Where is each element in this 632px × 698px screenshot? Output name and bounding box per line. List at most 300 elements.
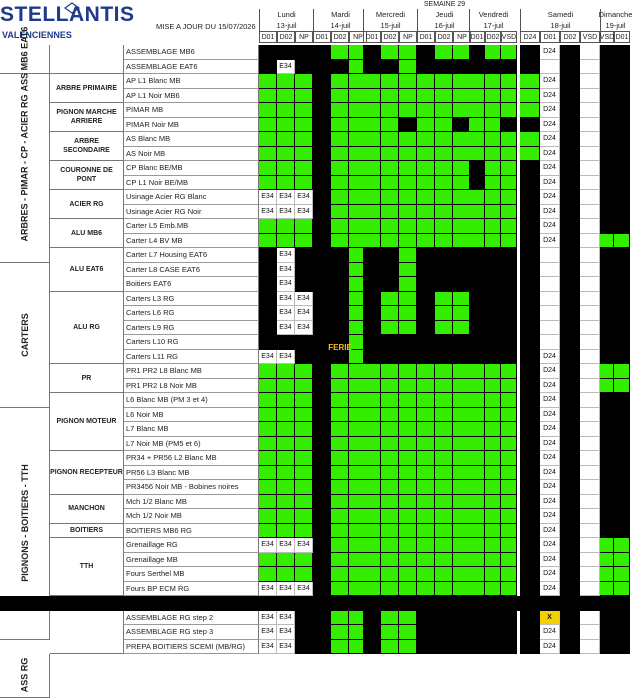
shift-cell[interactable]	[469, 422, 485, 437]
shift-cell[interactable]	[259, 306, 277, 321]
shift-cell[interactable]	[501, 335, 517, 350]
shift-cell[interactable]: E34	[277, 582, 295, 597]
shift-cell[interactable]	[520, 45, 540, 60]
shift-cell[interactable]	[417, 509, 435, 524]
shift-cell[interactable]	[331, 364, 349, 379]
shift-cell[interactable]	[313, 147, 331, 162]
shift-cell[interactable]	[399, 582, 417, 597]
shift-cell[interactable]	[469, 480, 485, 495]
shift-cell[interactable]	[485, 567, 501, 582]
shift-cell[interactable]	[259, 495, 277, 510]
shift-cell[interactable]	[295, 335, 313, 350]
shift-cell[interactable]	[277, 74, 295, 89]
shift-cell[interactable]	[295, 611, 313, 626]
shift-cell[interactable]	[399, 306, 417, 321]
shift-cell[interactable]	[600, 335, 614, 350]
shift-cell[interactable]	[259, 277, 277, 292]
shift-cell[interactable]	[520, 277, 540, 292]
shift-cell[interactable]: D24	[540, 509, 560, 524]
shift-cell[interactable]	[501, 234, 517, 249]
shift-cell[interactable]	[501, 466, 517, 481]
shift-cell[interactable]	[417, 103, 435, 118]
shift-cell[interactable]	[501, 538, 517, 553]
shift-cell[interactable]	[331, 219, 349, 234]
shift-cell[interactable]	[435, 205, 453, 220]
shift-cell[interactable]	[435, 451, 453, 466]
shift-cell[interactable]	[614, 306, 630, 321]
shift-cell[interactable]	[520, 103, 540, 118]
shift-cell[interactable]	[600, 567, 614, 582]
shift-cell[interactable]	[381, 277, 399, 292]
shift-cell[interactable]	[600, 60, 614, 75]
shift-cell[interactable]	[501, 60, 517, 75]
shift-cell[interactable]	[399, 60, 417, 75]
shift-cell[interactable]	[399, 176, 417, 191]
shift-cell[interactable]	[259, 393, 277, 408]
shift-cell[interactable]	[560, 234, 580, 249]
shift-cell[interactable]	[295, 74, 313, 89]
shift-cell[interactable]: E34	[259, 582, 277, 597]
shift-cell[interactable]	[614, 74, 630, 89]
shift-cell[interactable]	[469, 393, 485, 408]
shift-cell[interactable]	[614, 422, 630, 437]
shift-cell[interactable]: D24	[540, 190, 560, 205]
shift-cell[interactable]	[363, 408, 381, 423]
shift-cell[interactable]	[560, 74, 580, 89]
shift-cell[interactable]	[417, 306, 435, 321]
shift-cell[interactable]	[313, 480, 331, 495]
shift-cell[interactable]	[381, 89, 399, 104]
shift-cell[interactable]	[560, 393, 580, 408]
shift-cell[interactable]	[435, 422, 453, 437]
shift-cell[interactable]	[485, 263, 501, 278]
shift-cell[interactable]	[600, 118, 614, 133]
shift-cell[interactable]	[540, 335, 560, 350]
shift-cell[interactable]: E34	[277, 205, 295, 220]
shift-cell[interactable]	[381, 74, 399, 89]
shift-cell[interactable]: D24	[540, 132, 560, 147]
shift-cell[interactable]	[417, 292, 435, 307]
shift-cell[interactable]	[363, 567, 381, 582]
shift-cell[interactable]	[331, 60, 349, 75]
shift-cell[interactable]	[435, 350, 453, 365]
shift-cell[interactable]	[417, 393, 435, 408]
shift-cell[interactable]	[614, 161, 630, 176]
shift-cell[interactable]	[560, 161, 580, 176]
shift-cell[interactable]	[259, 364, 277, 379]
shift-cell[interactable]: D24	[540, 205, 560, 220]
shift-cell[interactable]	[501, 74, 517, 89]
shift-cell[interactable]	[520, 219, 540, 234]
shift-cell[interactable]	[259, 509, 277, 524]
shift-cell[interactable]	[313, 205, 331, 220]
shift-cell[interactable]	[469, 234, 485, 249]
shift-cell[interactable]	[560, 451, 580, 466]
shift-cell[interactable]	[295, 408, 313, 423]
shift-cell[interactable]	[313, 89, 331, 104]
shift-cell[interactable]	[485, 103, 501, 118]
shift-cell[interactable]	[363, 277, 381, 292]
shift-cell[interactable]	[313, 74, 331, 89]
shift-cell[interactable]	[331, 234, 349, 249]
shift-cell[interactable]	[417, 466, 435, 481]
shift-cell[interactable]	[485, 480, 501, 495]
shift-cell[interactable]	[417, 524, 435, 539]
shift-cell[interactable]	[381, 451, 399, 466]
shift-cell[interactable]	[331, 509, 349, 524]
shift-cell[interactable]	[485, 45, 501, 60]
shift-cell[interactable]	[469, 147, 485, 162]
shift-cell[interactable]	[580, 408, 600, 423]
shift-cell[interactable]	[295, 132, 313, 147]
shift-cell[interactable]	[520, 263, 540, 278]
shift-cell[interactable]	[469, 553, 485, 568]
shift-cell[interactable]	[331, 205, 349, 220]
shift-cell[interactable]	[560, 640, 580, 655]
shift-cell[interactable]	[363, 379, 381, 394]
shift-cell[interactable]	[560, 277, 580, 292]
shift-cell[interactable]	[560, 350, 580, 365]
shift-cell[interactable]	[485, 538, 501, 553]
shift-cell[interactable]	[520, 422, 540, 437]
shift-cell[interactable]	[501, 219, 517, 234]
shift-cell[interactable]	[485, 248, 501, 263]
shift-cell[interactable]	[560, 509, 580, 524]
shift-cell[interactable]	[614, 118, 630, 133]
shift-cell[interactable]	[600, 306, 614, 321]
shift-cell[interactable]	[313, 524, 331, 539]
shift-cell[interactable]	[381, 306, 399, 321]
shift-cell[interactable]: D24	[540, 625, 560, 640]
shift-cell[interactable]	[313, 45, 331, 60]
shift-cell[interactable]	[580, 161, 600, 176]
shift-cell[interactable]	[501, 118, 517, 133]
shift-cell[interactable]	[399, 74, 417, 89]
shift-cell[interactable]	[600, 393, 614, 408]
shift-cell[interactable]: D24	[540, 437, 560, 452]
shift-cell[interactable]	[331, 437, 349, 452]
shift-cell[interactable]	[540, 263, 560, 278]
shift-cell[interactable]	[560, 190, 580, 205]
shift-cell[interactable]	[469, 466, 485, 481]
shift-cell[interactable]	[485, 437, 501, 452]
shift-cell[interactable]	[295, 248, 313, 263]
shift-cell[interactable]	[501, 205, 517, 220]
shift-cell[interactable]	[417, 219, 435, 234]
shift-cell[interactable]	[295, 451, 313, 466]
shift-cell[interactable]: D24	[540, 234, 560, 249]
shift-cell[interactable]: D24	[540, 451, 560, 466]
shift-cell[interactable]	[363, 553, 381, 568]
shift-cell[interactable]	[313, 60, 331, 75]
shift-cell[interactable]	[614, 538, 630, 553]
shift-cell[interactable]	[313, 306, 331, 321]
shift-cell[interactable]	[399, 538, 417, 553]
shift-cell[interactable]	[560, 321, 580, 336]
shift-cell[interactable]	[417, 437, 435, 452]
shift-cell[interactable]	[501, 176, 517, 191]
shift-cell[interactable]	[381, 132, 399, 147]
shift-cell[interactable]	[469, 219, 485, 234]
shift-cell[interactable]	[435, 190, 453, 205]
shift-cell[interactable]: D24	[540, 538, 560, 553]
shift-cell[interactable]	[277, 480, 295, 495]
shift-cell[interactable]	[520, 74, 540, 89]
shift-cell[interactable]	[331, 277, 349, 292]
shift-cell[interactable]: D24	[540, 640, 560, 655]
shift-cell[interactable]	[520, 567, 540, 582]
shift-cell[interactable]	[435, 553, 453, 568]
shift-cell[interactable]	[363, 466, 381, 481]
shift-cell[interactable]	[614, 582, 630, 597]
shift-cell[interactable]	[614, 611, 630, 626]
shift-cell[interactable]: E34	[277, 321, 295, 336]
shift-cell[interactable]	[363, 103, 381, 118]
shift-cell[interactable]	[259, 451, 277, 466]
shift-cell[interactable]	[560, 205, 580, 220]
shift-cell[interactable]	[520, 161, 540, 176]
shift-cell[interactable]	[399, 480, 417, 495]
shift-cell[interactable]	[363, 263, 381, 278]
shift-cell[interactable]	[501, 350, 517, 365]
shift-cell[interactable]	[560, 567, 580, 582]
shift-cell[interactable]	[295, 437, 313, 452]
shift-cell[interactable]	[417, 263, 435, 278]
shift-cell[interactable]	[381, 292, 399, 307]
shift-cell[interactable]	[259, 408, 277, 423]
shift-cell[interactable]	[501, 190, 517, 205]
shift-cell[interactable]	[435, 582, 453, 597]
shift-cell[interactable]: E34	[259, 625, 277, 640]
shift-cell[interactable]	[417, 234, 435, 249]
shift-cell[interactable]	[313, 161, 331, 176]
shift-cell[interactable]	[435, 306, 453, 321]
shift-cell[interactable]	[417, 277, 435, 292]
shift-cell[interactable]	[277, 89, 295, 104]
shift-cell[interactable]	[417, 321, 435, 336]
shift-cell[interactable]	[501, 45, 517, 60]
shift-cell[interactable]	[520, 451, 540, 466]
shift-cell[interactable]	[469, 408, 485, 423]
shift-cell[interactable]	[435, 263, 453, 278]
shift-cell[interactable]	[600, 176, 614, 191]
shift-cell[interactable]	[580, 437, 600, 452]
shift-cell[interactable]	[485, 190, 501, 205]
shift-cell[interactable]	[600, 364, 614, 379]
shift-cell[interactable]	[520, 582, 540, 597]
shift-cell[interactable]	[295, 640, 313, 655]
shift-cell[interactable]	[469, 611, 485, 626]
shift-cell[interactable]	[363, 89, 381, 104]
shift-cell[interactable]	[417, 567, 435, 582]
shift-cell[interactable]	[399, 292, 417, 307]
shift-cell[interactable]	[600, 89, 614, 104]
shift-cell[interactable]	[501, 89, 517, 104]
shift-cell[interactable]: D24	[540, 524, 560, 539]
shift-cell[interactable]	[520, 321, 540, 336]
shift-cell[interactable]	[417, 45, 435, 60]
shift-cell[interactable]	[580, 306, 600, 321]
shift-cell[interactable]	[381, 118, 399, 133]
shift-cell[interactable]	[399, 611, 417, 626]
shift-cell[interactable]	[560, 495, 580, 510]
shift-cell[interactable]	[363, 190, 381, 205]
shift-cell[interactable]: D24	[540, 45, 560, 60]
shift-cell[interactable]	[501, 553, 517, 568]
shift-cell[interactable]	[381, 509, 399, 524]
shift-cell[interactable]	[520, 248, 540, 263]
shift-cell[interactable]	[469, 509, 485, 524]
shift-cell[interactable]	[520, 364, 540, 379]
shift-cell[interactable]	[417, 625, 435, 640]
shift-cell[interactable]	[614, 509, 630, 524]
shift-cell[interactable]	[614, 451, 630, 466]
shift-cell[interactable]	[417, 248, 435, 263]
shift-cell[interactable]	[435, 567, 453, 582]
shift-cell[interactable]: E34	[259, 538, 277, 553]
shift-cell[interactable]	[331, 74, 349, 89]
shift-cell[interactable]	[600, 509, 614, 524]
shift-cell[interactable]	[259, 437, 277, 452]
shift-cell[interactable]	[600, 190, 614, 205]
shift-cell[interactable]	[485, 234, 501, 249]
shift-cell[interactable]	[435, 103, 453, 118]
shift-cell[interactable]	[417, 582, 435, 597]
shift-cell[interactable]	[363, 364, 381, 379]
shift-cell[interactable]	[435, 118, 453, 133]
shift-cell[interactable]	[277, 176, 295, 191]
shift-cell[interactable]	[259, 466, 277, 481]
shift-cell[interactable]: D24	[540, 350, 560, 365]
shift-cell[interactable]	[313, 132, 331, 147]
shift-cell[interactable]	[313, 625, 331, 640]
shift-cell[interactable]	[331, 176, 349, 191]
shift-cell[interactable]	[614, 625, 630, 640]
shift-cell[interactable]	[485, 451, 501, 466]
shift-cell[interactable]	[417, 60, 435, 75]
shift-cell[interactable]	[417, 118, 435, 133]
shift-cell[interactable]	[469, 277, 485, 292]
shift-cell[interactable]: E34	[259, 611, 277, 626]
shift-cell[interactable]	[331, 625, 349, 640]
shift-cell[interactable]	[560, 379, 580, 394]
shift-cell[interactable]	[363, 611, 381, 626]
shift-cell[interactable]	[435, 509, 453, 524]
shift-cell[interactable]	[331, 321, 349, 336]
shift-cell[interactable]	[580, 379, 600, 394]
shift-cell[interactable]	[417, 74, 435, 89]
shift-cell[interactable]	[381, 466, 399, 481]
shift-cell[interactable]	[399, 277, 417, 292]
shift-cell[interactable]	[277, 364, 295, 379]
shift-cell[interactable]	[580, 205, 600, 220]
shift-cell[interactable]	[580, 553, 600, 568]
shift-cell[interactable]	[485, 292, 501, 307]
shift-cell[interactable]	[485, 495, 501, 510]
shift-cell[interactable]	[540, 248, 560, 263]
shift-cell[interactable]	[277, 451, 295, 466]
shift-cell[interactable]	[614, 335, 630, 350]
shift-cell[interactable]	[600, 379, 614, 394]
shift-cell[interactable]	[600, 495, 614, 510]
shift-cell[interactable]	[259, 422, 277, 437]
shift-cell[interactable]: D24	[540, 393, 560, 408]
shift-cell[interactable]	[417, 640, 435, 655]
shift-cell[interactable]	[417, 89, 435, 104]
shift-cell[interactable]	[501, 611, 517, 626]
shift-cell[interactable]	[435, 466, 453, 481]
shift-cell[interactable]	[600, 248, 614, 263]
shift-cell[interactable]	[501, 132, 517, 147]
shift-cell[interactable]: E34	[295, 582, 313, 597]
shift-cell[interactable]	[313, 364, 331, 379]
shift-cell[interactable]	[580, 292, 600, 307]
shift-cell[interactable]	[399, 408, 417, 423]
shift-cell[interactable]	[417, 495, 435, 510]
shift-cell[interactable]	[399, 89, 417, 104]
shift-cell[interactable]	[417, 190, 435, 205]
shift-cell[interactable]	[331, 379, 349, 394]
shift-cell[interactable]	[614, 292, 630, 307]
shift-cell[interactable]	[295, 379, 313, 394]
shift-cell[interactable]	[277, 553, 295, 568]
shift-cell[interactable]	[277, 495, 295, 510]
shift-cell[interactable]	[313, 567, 331, 582]
shift-cell[interactable]	[600, 147, 614, 162]
shift-cell[interactable]	[381, 553, 399, 568]
shift-cell[interactable]	[435, 321, 453, 336]
shift-cell[interactable]	[614, 103, 630, 118]
shift-cell[interactable]	[501, 263, 517, 278]
shift-cell[interactable]	[469, 451, 485, 466]
shift-cell[interactable]	[485, 350, 501, 365]
shift-cell[interactable]	[295, 524, 313, 539]
shift-cell[interactable]	[580, 509, 600, 524]
shift-cell[interactable]	[363, 509, 381, 524]
shift-cell[interactable]: E34	[277, 538, 295, 553]
shift-cell[interactable]	[485, 408, 501, 423]
shift-cell[interactable]	[485, 205, 501, 220]
shift-cell[interactable]	[600, 219, 614, 234]
shift-cell[interactable]	[417, 132, 435, 147]
shift-cell[interactable]	[501, 582, 517, 597]
shift-cell[interactable]	[313, 176, 331, 191]
shift-cell[interactable]: E34	[259, 350, 277, 365]
shift-cell[interactable]	[614, 567, 630, 582]
shift-cell[interactable]	[417, 480, 435, 495]
shift-cell[interactable]	[435, 132, 453, 147]
shift-cell[interactable]	[540, 60, 560, 75]
shift-cell[interactable]	[560, 408, 580, 423]
shift-cell[interactable]	[520, 480, 540, 495]
shift-cell[interactable]: E34	[277, 263, 295, 278]
shift-cell[interactable]	[381, 234, 399, 249]
shift-cell[interactable]	[580, 625, 600, 640]
shift-cell[interactable]	[295, 234, 313, 249]
shift-cell[interactable]	[313, 422, 331, 437]
shift-cell[interactable]	[417, 364, 435, 379]
shift-cell[interactable]	[435, 45, 453, 60]
shift-cell[interactable]: E34	[277, 625, 295, 640]
shift-cell[interactable]	[520, 205, 540, 220]
shift-cell[interactable]	[399, 567, 417, 582]
shift-cell[interactable]	[331, 147, 349, 162]
shift-cell[interactable]	[600, 321, 614, 336]
shift-cell[interactable]: E34	[295, 321, 313, 336]
shift-cell[interactable]: E34	[277, 248, 295, 263]
shift-cell[interactable]	[295, 625, 313, 640]
shift-cell[interactable]	[259, 147, 277, 162]
